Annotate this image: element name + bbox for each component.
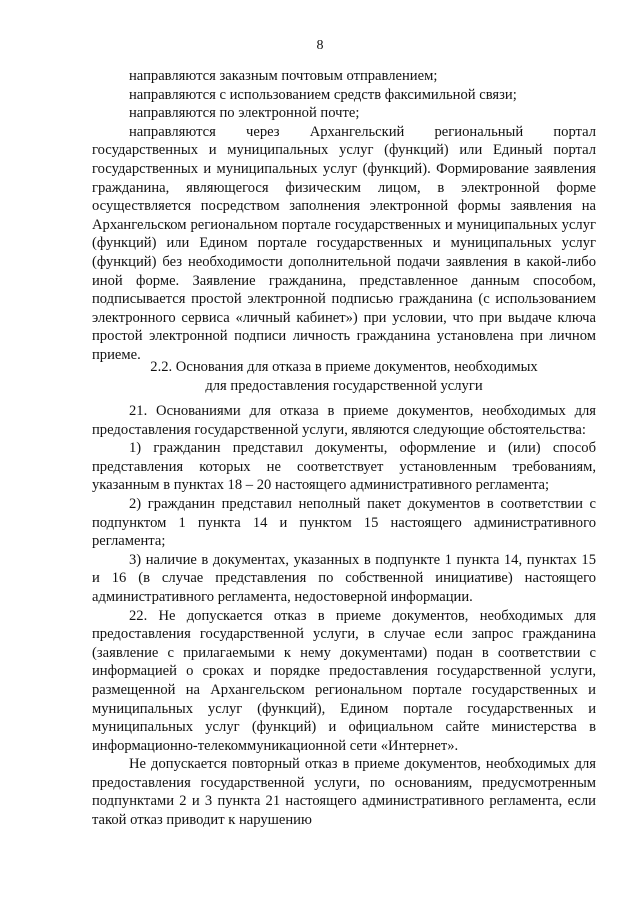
paragraph: 1) гражданин представил документы, оформление и (или) способ представления которых не соответствует установленным требованиям, указанным в пунктах 18 – 20 настоящего административного регламента; (92, 440, 596, 494)
paragraph: 2) гражданин представил неполный пакет документов в соответствии с подпунктом 1 пункта 14 и пунктом 15 настоящего административного регламента; (92, 495, 596, 550)
section-heading-line: для предоставления государственной услуги (205, 377, 483, 394)
paragraph: 22. Не допускается отказ в приеме документов, необходимых для предоставления государственной услуги, в случае если запрос гражданина (заявление с прилагаемыми к нему документами) подан в соответствии с информацией о сроках и порядке предоставления государственной услуги, размещенной на Архангельском региональном портале государственных и муниципальных услуг (функций), Едином портале государственных и муниципальных услуг (функций) и официальном сайте министерства в информационно-телекоммуникационной сети «Интернет». (92, 607, 596, 754)
top-text-block (92, 67, 596, 365)
section-heading (92, 358, 596, 395)
paragraph: 3) наличие в документах, указанных в подпункте 1 пункта 14, пунктах 15 и 16 (в случае представления по собственной инициативе) настоящего административного регламента, недостоверной информации. (92, 551, 596, 605)
paragraph: Не допускается повторный отказ в приеме документов, необходимых для предоставления государственной услуги, по основаниям, предусмотренным подпунктами 2 и 3 пункта 21 настоящего административного регламента, если такой отказ приводит к нарушению (92, 756, 596, 829)
bottom-text-block (92, 402, 596, 830)
page-number: 8 (316, 38, 324, 53)
paragraph: направляются через Архангельский региональный портал государственных и муниципальных услуг (функций) или Единый портал государственных и муниципальных услуг (функций). Формирование заявления гражданина, являющегося физическим лицом, в электронной форме осуществляется посредством заполнения электронной формы заявления на Архангельском региональном портале государственных и муниципальных услуг (функций) или Едином портале государственных и муниципальных услуг (функций) без необходимости дополнительной подачи заявления в какой-либо иной форме. Заявление гражданина, представленное данным способом, подписывается простой электронной подписью гражданина (с использованием электронного сервиса «личный кабинет») при условии, что при выдаче ключа простой электронной подписи личность гражданина установлена при личном приеме. (92, 123, 596, 363)
section-heading-line: 2.2. Основания для отказа в приеме документов, необходимых (150, 359, 538, 375)
paragraph: направляются по электронной почте; (129, 105, 360, 122)
paragraph: направляются с использованием средств факсимильной связи; (129, 86, 517, 103)
paragraph: направляются заказным почтовым отправлением; (129, 68, 438, 84)
paragraph: 21. Основаниями для отказа в приеме документов, необходимых для предоставления государственной услуги, являются следующие обстоятельства: (92, 403, 596, 438)
